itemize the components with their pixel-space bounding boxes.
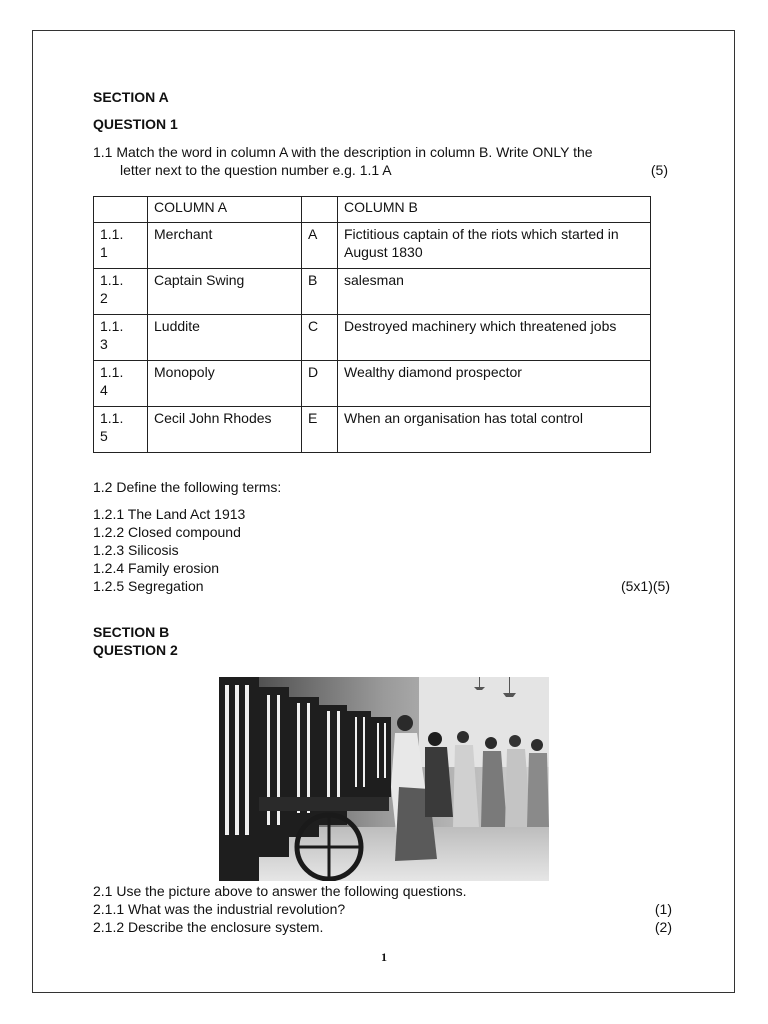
row-letter: C [302, 315, 338, 361]
row-letter: A [302, 223, 338, 269]
table-row [94, 223, 651, 269]
industrial-revolution-photo [219, 677, 549, 881]
row-term: Merchant [148, 223, 302, 269]
row-number-line2: 2 [100, 290, 108, 306]
row-term: Monopoly [148, 361, 302, 407]
row-description [338, 315, 651, 361]
row-letter: D [302, 361, 338, 407]
q1-2-marks: (5x1)(5) [620, 578, 670, 594]
q1-2-item: 1.2.5 Segregation [93, 578, 204, 594]
row-description [338, 407, 651, 453]
column-a-header [148, 197, 302, 223]
row-description-line1: Wealthy diamond prospector [344, 364, 522, 380]
row-description-line1: salesman [344, 272, 404, 288]
mill-workers-image [219, 677, 549, 881]
column-b-header [338, 197, 651, 223]
row-number-line2: 1 [100, 244, 108, 260]
row-number [94, 269, 148, 315]
q1-2-item: 1.2.4 Family erosion [93, 560, 220, 576]
q2-1-1-marks: (1) [654, 901, 672, 917]
q2-1-1: 2.1.1 What was the industrial revolution? [93, 901, 346, 917]
header-letter-cell [302, 197, 338, 223]
q1-2-item: 1.2.3 Silicosis [93, 542, 179, 558]
q1-1-marks: (5) [650, 162, 668, 178]
section-b-title: SECTION B [93, 624, 170, 640]
q1-2-intro: 1.2 Define the following terms: [93, 479, 282, 495]
page-number: 1 [381, 950, 387, 964]
row-letter: E [302, 407, 338, 453]
row-description [338, 223, 651, 269]
q2-1-intro: 2.1 Use the picture above to answer the following questions. [93, 883, 467, 899]
table-row [94, 407, 651, 453]
table-row [94, 361, 651, 407]
row-number-line1: 1.1. [100, 410, 124, 426]
section-a-title: SECTION A [93, 89, 169, 105]
row-term: Cecil John Rhodes [148, 407, 302, 453]
row-term: Luddite [148, 315, 302, 361]
row-number [94, 315, 148, 361]
q1-2-item: 1.2.2 Closed compound [93, 524, 241, 540]
q1-2-item: 1.2.1 The Land Act 1913 [93, 506, 246, 522]
matching-table [93, 196, 651, 453]
row-description-line1: When an organisation has total control [344, 410, 583, 426]
table-row [94, 269, 651, 315]
row-number-line1: 1.1. [100, 364, 124, 380]
column-a-header-text: COLUMN A [154, 199, 228, 215]
row-description [338, 269, 651, 315]
row-description-line1: Destroyed machinery which threatened jobs [344, 318, 617, 334]
row-number [94, 223, 148, 269]
row-number-line2: 3 [100, 336, 108, 352]
row-number-line2: 4 [100, 382, 108, 398]
q2-1-2: 2.1.2 Describe the enclosure system. [93, 919, 324, 935]
question-2-title: QUESTION 2 [93, 642, 178, 658]
row-description-line2: August 1830 [344, 244, 423, 260]
q1-1-instruction-line2: letter next to the question number e.g. 1.1 A [120, 162, 392, 178]
table-row [94, 315, 651, 361]
q2-1-2-marks: (2) [654, 919, 672, 935]
row-number-line1: 1.1. [100, 318, 124, 334]
row-number-line1: 1.1. [100, 226, 124, 242]
row-term: Captain Swing [148, 269, 302, 315]
column-b-header-text: COLUMN B [344, 199, 418, 215]
row-number-line2: 5 [100, 428, 108, 444]
row-number-line1: 1.1. [100, 272, 124, 288]
row-description-line1: Fictitious captain of the riots which started in [344, 226, 619, 242]
header-num-cell [94, 197, 148, 223]
row-number [94, 361, 148, 407]
row-letter: B [302, 269, 338, 315]
row-description [338, 361, 651, 407]
question-1-title: QUESTION 1 [93, 116, 178, 132]
row-number [94, 407, 148, 453]
table-header-row [94, 197, 651, 223]
q1-1-instruction-line1: 1.1 Match the word in column A with the description in column B. Write ONLY the [93, 144, 593, 160]
